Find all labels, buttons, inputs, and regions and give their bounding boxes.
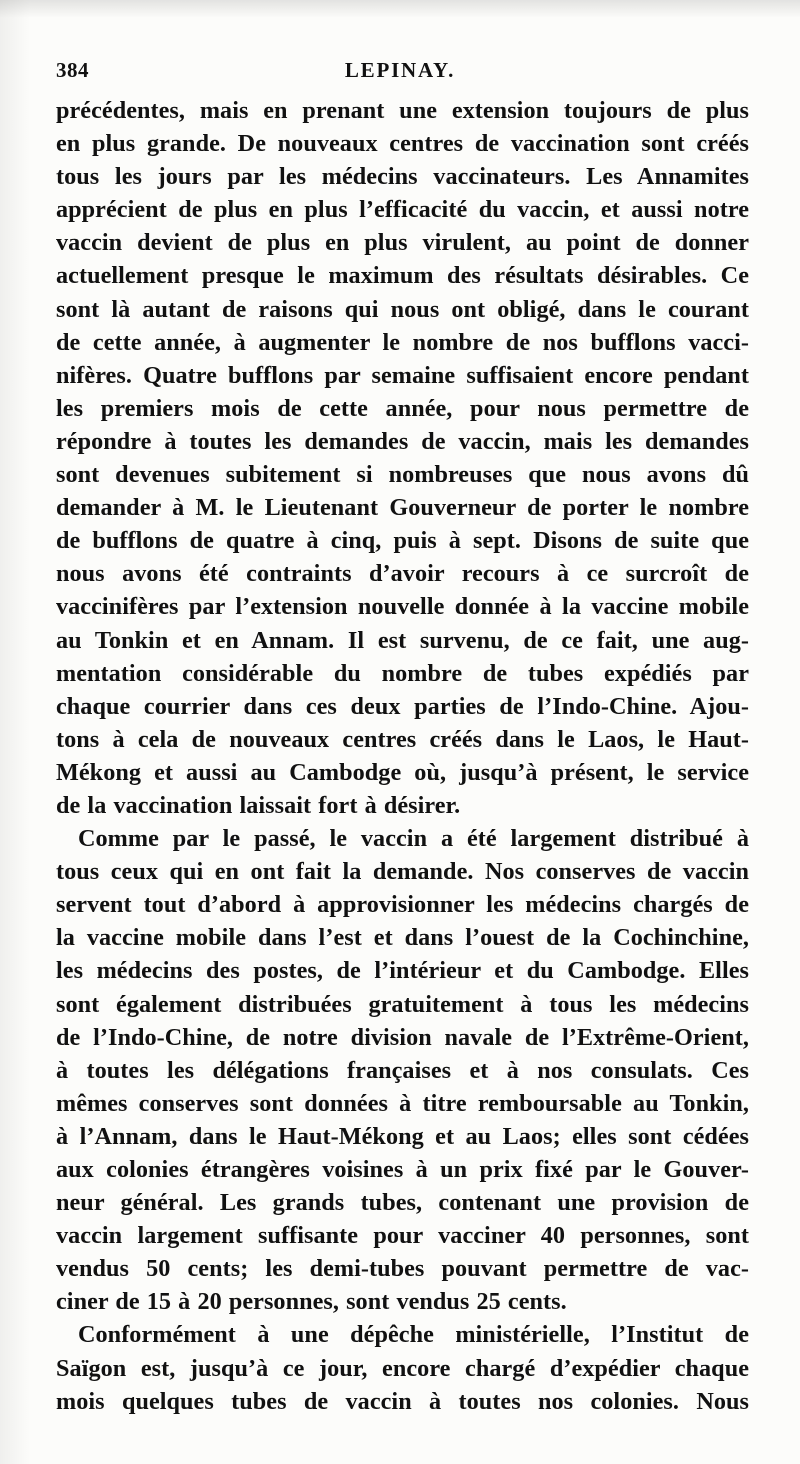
text-line: les médecins des postes, de l’intérieur et du Cambodge. Elles <box>56 957 749 985</box>
text-line: mêmes conserves sont données à titre remboursable au Tonkin, <box>56 1089 749 1117</box>
text-line: Conformément à une dépêche ministérielle, l’Institut de <box>78 1321 749 1349</box>
text-line: vaccin devient de plus en plus virulent, au point de donner <box>56 229 749 257</box>
text-line: Saïgon est, jusqu’à ce jour, encore chargé d’expédier chaque <box>56 1354 749 1382</box>
body-text <box>56 94 749 1418</box>
text-line: précédentes, mais en prenant une extension toujours de plus <box>56 97 749 124</box>
page-number: 384 <box>56 58 89 82</box>
text-line: sont également distribuées gratuitement à tous les médecins <box>56 990 749 1018</box>
text-line: en plus grande. De nouveaux centres de vaccination sont créés <box>56 130 749 158</box>
text-line: actuellement presque le maximum des résultats désirables. Ce <box>56 262 749 290</box>
text-line: aux colonies étrangères voisines à un prix fixé par le Gouver- <box>56 1156 749 1183</box>
text-line: de cette année, à augmenter le nombre de nos bufflons vacci- <box>56 328 749 356</box>
text-line: apprécient de plus en plus l’efficacité du vaccin, et aussi notre <box>56 196 749 224</box>
text-line: de la vaccination laissait fort à désirer. <box>56 791 461 819</box>
text-line: servent tout d’abord à approvisionner les médecins chargés de <box>56 891 749 919</box>
text-line: nous avons été contraints d’avoir recours à ce surcroît de <box>56 560 749 588</box>
text-line: de bufflons de quatre à cinq, puis à sept. Disons de suite que <box>56 527 749 555</box>
text-line: mois quelques tubes de vaccin à toutes nos colonies. Nous <box>56 1387 749 1415</box>
text-line: les premiers mois de cette année, pour nous permettre de <box>56 394 749 422</box>
page-header <box>56 58 744 86</box>
text-line: à l’Annam, dans le Haut-Mékong et au Laos; elles sont cédées <box>56 1122 749 1150</box>
text-line: répondre à toutes les demandes de vaccin, mais les demandes <box>56 427 749 455</box>
text-line: à toutes les délégations françaises et à nos consulats. Ces <box>56 1056 749 1084</box>
text-line: vaccin largement suffisante pour vacciner 40 personnes, sont <box>56 1222 749 1250</box>
text-line: tous ceux qui en ont fait la demande. Nos conserves de vaccin <box>56 858 749 886</box>
text-line: demander à M. le Lieutenant Gouverneur de porter le nombre <box>56 494 749 522</box>
text-line: ciner de 15 à 20 personnes, sont vendus 25 cents. <box>56 1288 567 1316</box>
running-title: LEPINAY. <box>344 58 456 82</box>
text-line: vendus 50 cents; les demi-tubes pouvant permettre de vac- <box>56 1255 749 1283</box>
text-line: vaccinifères par l’extension nouvelle donnée à la vaccine mobile <box>56 593 749 621</box>
text-line: mentation considérable du nombre de tubes expédiés par <box>56 659 749 687</box>
text-line: tous les jours par les médecins vaccinateurs. Les Annamites <box>56 163 749 191</box>
text-line: la vaccine mobile dans l’est et dans l’ouest de la Cochinchine, <box>56 924 749 952</box>
text-line: au Tonkin et en Annam. Il est survenu, de ce fait, une aug- <box>56 626 749 654</box>
text-line: neur général. Les grands tubes, contenant une provision de <box>56 1189 749 1217</box>
text-line: sont devenues subitement si nombreuses que nous avons dû <box>56 461 749 489</box>
text-line: tons à cela de nouveaux centres créés dans le Laos, le Haut- <box>56 725 749 753</box>
text-line: nifères. Quatre bufflons par semaine suffisaient encore pendant <box>56 361 749 389</box>
text-line: chaque courrier dans ces deux parties de l’Indo-Chine. Ajou- <box>56 692 749 720</box>
text-line: sont là autant de raisons qui nous ont obligé, dans le courant <box>56 295 749 323</box>
text-line: de l’Indo-Chine, de notre division navale de l’Extrême-Orient, <box>56 1023 749 1051</box>
text-line: Comme par le passé, le vaccin a été largement distribué à <box>78 825 749 853</box>
text-line: Mékong et aussi au Cambodge où, jusqu’à présent, le service <box>56 758 749 786</box>
